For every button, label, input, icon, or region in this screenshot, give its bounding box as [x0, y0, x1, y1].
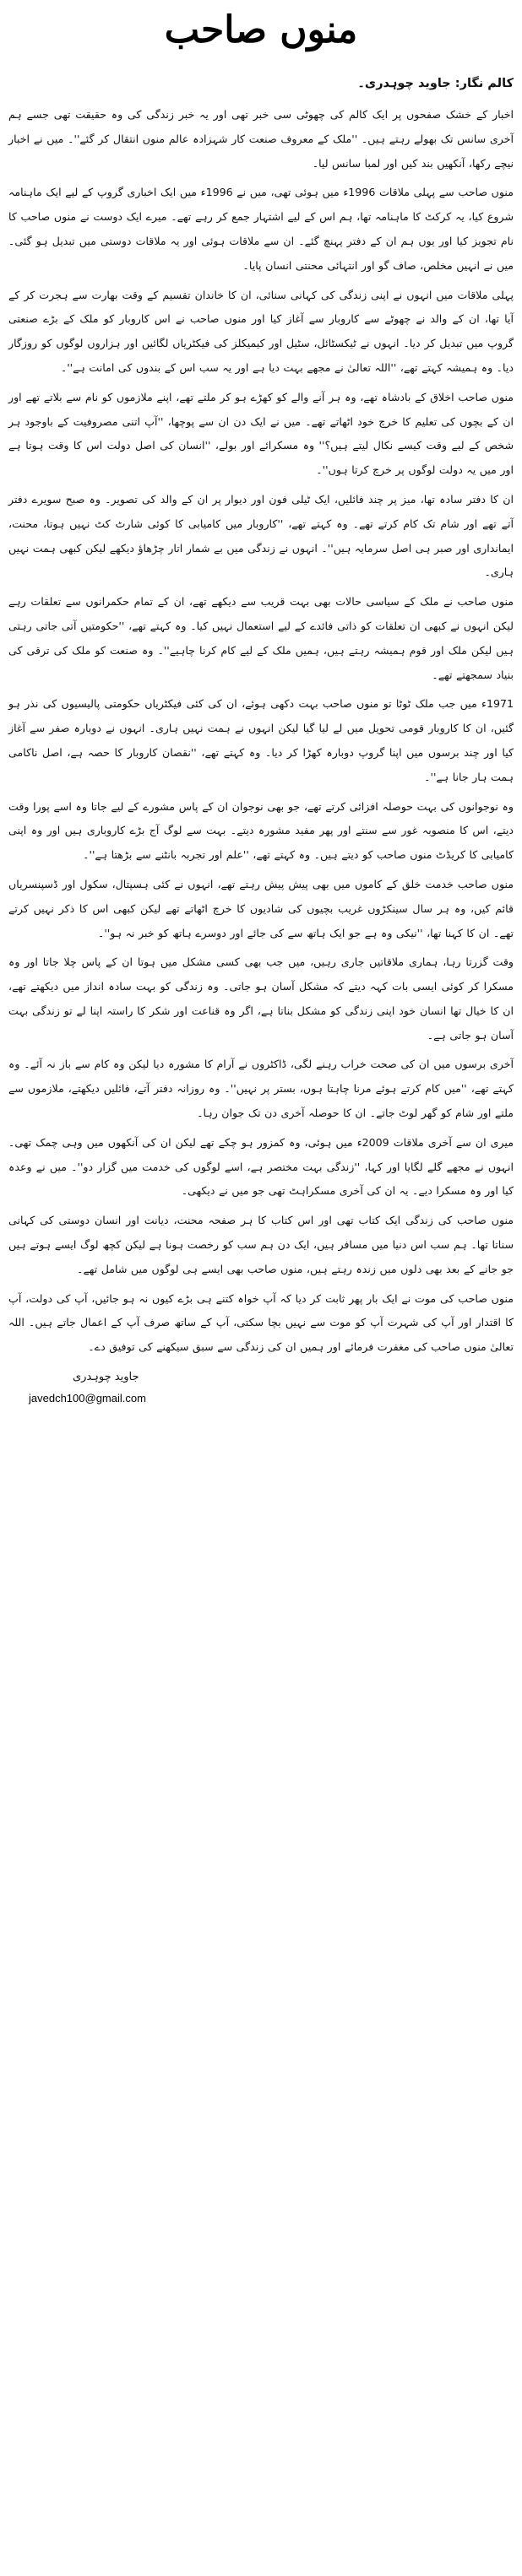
paragraph: وہ نوجوانوں کی بہت حوصلہ افزائی کرتے تھے، جو بھی نوجوان ان کے پاس مشورے کے لیے جاتا وہ اسے پورا وقت دیتے، اس کا منصوبہ غور سے سنتے اور پھر مفید مشورہ دیتے۔ بہت سے لوگ آج بڑے کاروباری ہیں اور وہ اپنی کامیابی کا کریڈٹ منوں صاحب کو دیتے ہیں۔ وہ کہتے تھے، ''علم اور تجربہ بانٹنے سے بڑھتا ہے''۔	[8, 799, 514, 862]
paragraph: میری ان سے آخری ملاقات 2009ء میں ہوئی، وہ کمزور ہو چکے تھے لیکن ان کی آنکھوں میں وہی چمک تھی۔ انہوں نے مجھے گلے لگایا اور کہا، ''زندگی بہت مختصر ہے، اسے لوگوں کی خدمت میں گزار دو''۔ میں نے وعدہ کیا اور وہ مسکرا دیے۔ یہ ان کی آخری مسکراہٹ تھی جو میں نے دیکھی۔	[8, 1135, 514, 1198]
author-byline: کالم نگار: جاوید چوہدری۔	[357, 77, 514, 90]
author-email[interactable]: javedch100@gmail.com	[29, 1392, 146, 1405]
paragraph: منوں صاحب خدمت خلق کے کاموں میں بھی پیش پیش رہتے تھے، انہوں نے کئی ہسپتال، سکول اور ڈسپنسریاں قائم کیں، وہ ہر سال سینکڑوں غریب بچیوں کی شادیوں کا خرچ اٹھاتے تھے لیکن کبھی اس کا ذکر نہیں کرتے تھے۔ ان کا کہنا تھا، ''نیکی وہ ہے جو ایک ہاتھ سے کی جائے اور دوسرے ہاتھ کو خبر نہ ہو''۔	[8, 877, 514, 939]
article-title: منوں صاحب	[164, 8, 358, 51]
paragraph: منوں صاحب اخلاق کے بادشاہ تھے، وہ ہر آنے والے کو کھڑے ہو کر ملتے تھے، اپنے ملازموں کو نام سے بلاتے تھے اور ان کے بچوں کی تعلیم کا خرچ خود اٹھاتے تھے۔ میں نے ایک دن ان سے پوچھا، ''آپ اتنی مصروفیت کے باوجود ہر شخص کے لیے وقت کیسے نکال لیتے ہیں؟'' وہ مسکرائے اور بولے، ''انسان کی اصل دولت اس کا وقت ہوتا ہے اور میں یہ دولت لوگوں پر خرچ کرتا ہوں''۔	[8, 390, 514, 477]
paragraph: منوں صاحب سے پہلی ملاقات 1996ء میں ہوئی تھی، میں نے 1996ء میں ایک اخباری گروپ کے لیے ایک ماہنامہ شروع کیا، یہ کرکٹ کا ماہنامہ تھا، ہم اس کے لیے اشتہار جمع کر رہے تھے۔ میرے ایک دوست نے منوں صاحب کا نام تجویز کیا اور یوں ہم ان کے دفتر پہنچ گئے۔ ان سے ملاقات ہوئی اور یہ ملاقات دوستی میں تبدیل ہو گئی۔ میں نے انہیں مخلص، صاف گو اور انتہائی محنتی انسان پایا۔	[8, 186, 514, 272]
paragraph: ان کا دفتر سادہ تھا، میز پر چند فائلیں، ایک ٹیلی فون اور دیوار پر ان کے والد کی تصویر۔ وہ صبح سویرے دفتر آتے تھے اور شام تک کام کرتے تھے۔ وہ کہتے تھے، ''کاروبار میں کامیابی کا کوئی شارٹ کٹ نہیں ہوتا، محنت، ایمانداری اور صبر ہی اصل سرمایہ ہیں''۔ انہوں نے زندگی میں بے شمار اتار چڑھاؤ دیکھے لیکن کبھی ہمت نہیں ہاری۔	[8, 492, 514, 579]
paragraph: آخری برسوں میں ان کی صحت خراب رہنے لگی، ڈاکٹروں نے آرام کا مشورہ دیا لیکن وہ کام سے باز نہ آئے۔ وہ کہتے تھے، ''میں کام کرتے ہوئے مرنا چاہتا ہوں، بستر پر نہیں''۔ وہ روزانہ دفتر آتے، فائلیں دیکھتے، ملازموں سے ملتے اور شام کو گھر لوٹ جاتے۔ ان کا حوصلہ آخری دن تک جوان رہا۔	[8, 1058, 514, 1120]
signature-name: جاوید چوہدری	[73, 1371, 139, 1384]
paragraph: منوں صاحب کی موت نے ایک بار پھر ثابت کر دیا کہ آپ خواہ کتنے ہی بڑے کیوں نہ ہو جائیں، آپ کی دولت، آپ کا اقتدار اور آپ کی شہرت آپ کو موت سے نہیں بچا سکتی، آپ کے ساتھ صرف آپ کے اعمال جاتے ہیں۔ اللہ تعالیٰ منوں صاحب کی مغفرت فرمائے اور ہمیں ان کی زندگی سے سبق سیکھنے کی توفیق دے۔	[8, 1291, 514, 1354]
article-body	[8, 103, 514, 1360]
paragraph: وقت گزرتا رہا، ہماری ملاقاتیں جاری رہیں، میں جب بھی کسی مشکل میں ہوتا ان کے پاس چلا جاتا اور وہ مسکرا کر کوئی ایسی بات کہہ دیتے کہ مشکل آسان ہو جاتی۔ وہ زندگی کو بہت سادہ انداز میں دیکھتے تھے، ان کا خیال تھا انسان خود اپنی زندگی کو مشکل بناتا ہے، اگر وہ قناعت اور شکر کا راستہ اپنا لے تو زندگی بہت آسان ہو جاتی ہے۔	[8, 955, 514, 1042]
paragraph: اخبار کے خشک صفحوں پر ایک کالم کی چھوٹی سی خبر تھی اور یہ خبر زندگی کی وہ حقیقت تھی جسے ہم آخری سانس تک بھولے رہتے ہیں۔ ''ملک کے معروف صنعت کار شہزادہ عالم منوں انتقال کر گئے''۔ میں نے اخبار نیچے رکھا، آنکھیں بند کیں اور لمبا سانس لیا۔	[8, 108, 514, 170]
paragraph: منوں صاحب نے ملک کے سیاسی حالات بھی بہت قریب سے دیکھے تھے، ان کے تمام حکمرانوں سے تعلقات رہے لیکن انہوں نے کبھی ان تعلقات کو ذاتی فائدے کے لیے استعمال نہیں کیا۔ وہ کہتے تھے، ''حکومتیں آتی جاتی رہتی ہیں لیکن ملک اور قوم ہمیشہ رہتے ہیں، ہمیں ملک کے لیے کام کرنا چاہیے''۔ وہ صنعت کو ملک کی ترقی کی بنیاد سمجھتے تھے۔	[8, 595, 514, 681]
paragraph: 1971ء میں جب ملک ٹوٹا تو منوں صاحب بہت دکھی ہوئے، ان کی کئی فیکٹریاں حکومتی پالیسیوں کی نذر ہو گئیں، ان کا کاروبار قومی تحویل میں لے لیا گیا لیکن انہوں نے ہمت نہیں ہاری۔ انہوں نے دوبارہ صفر سے آغاز کیا اور چند برسوں میں اپنا گروپ دوبارہ کھڑا کر دیا۔ وہ کہتے تھے، ''نقصان کاروبار کا حصہ ہے، اصل ناکامی ہمت ہار جانا ہے''۔	[8, 697, 514, 783]
paragraph: منوں صاحب کی زندگی ایک کتاب تھی اور اس کتاب کا ہر صفحہ محنت، دیانت اور انسان دوستی کی کہانی سناتا تھا۔ ہم سب اس دنیا میں مسافر ہیں، ایک دن ہم سب کو رخصت ہونا ہے لیکن کچھ لوگ ایسے ہوتے ہیں جو جانے کے بعد بھی دلوں میں زندہ رہتے ہیں، منوں صاحب بھی ایسے ہی لوگوں میں شامل تھے۔	[8, 1214, 514, 1275]
signature-block	[8, 1366, 514, 1409]
paragraph: پہلی ملاقات میں انہوں نے اپنی زندگی کی کہانی سنائی، ان کا خاندان تقسیم کے وقت بھارت سے ہجرت کر کے آیا تھا، ان کے والد نے چھوٹے سے کاروبار سے آغاز کیا اور منوں صاحب نے اس کاروبار کو ملک کے بڑے صنعتی گروپ میں تبدیل کر دیا۔ انہوں نے ٹیکسٹائل، سٹیل اور کیمیکلز کی فیکٹریاں لگائیں اور ہزاروں لوگوں کو روزگار دیا۔ وہ ہمیشہ کہتے تھے، ''اللہ تعالیٰ نے مجھے بہت دیا ہے اور یہ سب اس کے بندوں کی امانت ہے''۔	[8, 288, 514, 374]
